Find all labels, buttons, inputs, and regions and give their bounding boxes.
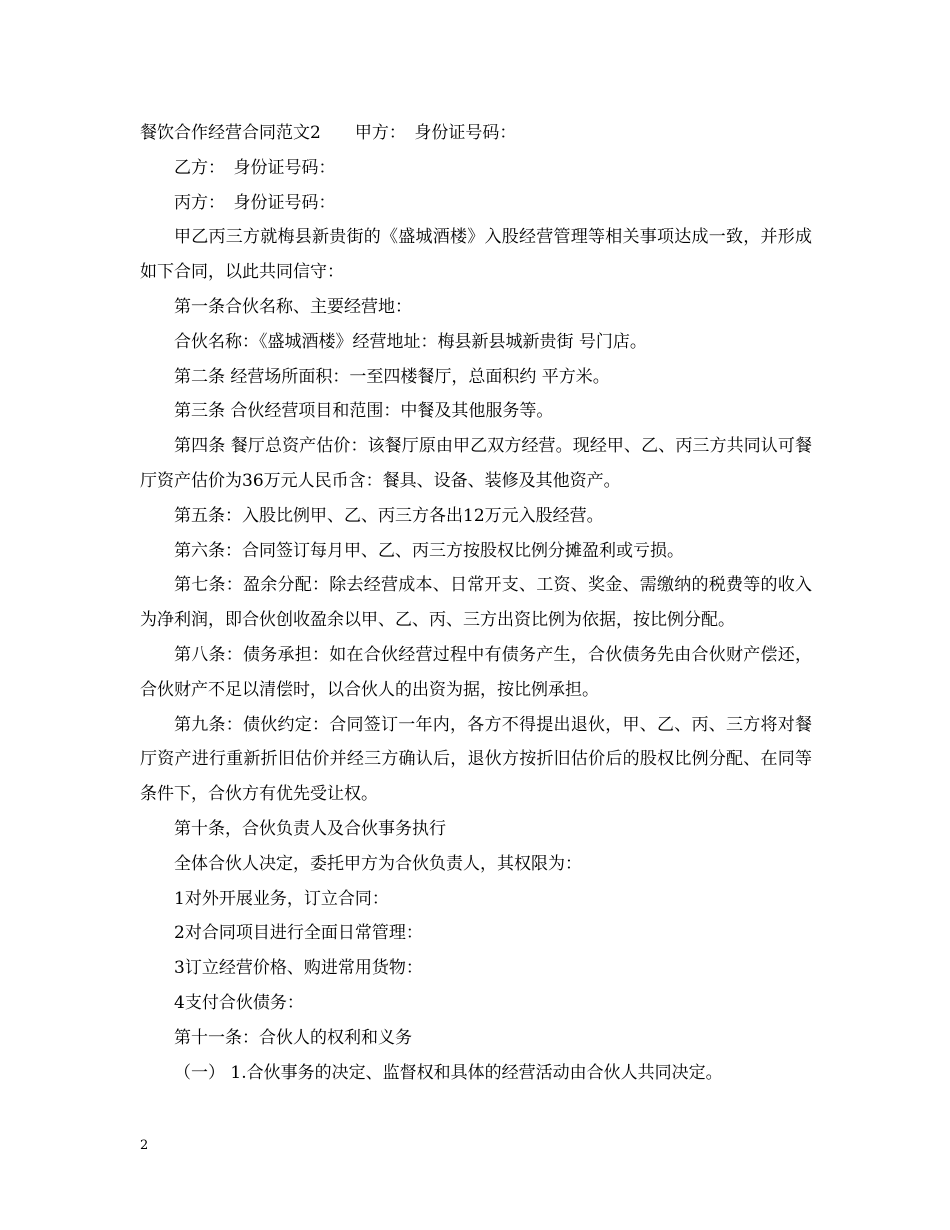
authority-item-3: 3订立经营价格、购进常用货物： bbox=[174, 958, 423, 979]
article-2-paragraph: 第二条 经营场所面积：一至四楼餐厅，总面积约 平方米。 bbox=[174, 366, 610, 387]
article-3-paragraph: 第三条 合伙经营项目和范围：中餐及其他服务等。 bbox=[174, 401, 554, 422]
article-9-paragraph: 第九条：债伙约定：合同签订一年内，各方不得提出退伙，甲、乙、丙、三方将对餐厅资产进行重新折旧估价并经三方确认后，退伙方按折旧估价后的股权比例分配、在同等条件下，合伙方有优先受让权。 bbox=[140, 714, 812, 805]
article-7-paragraph: 第七条：盈余分配：除去经营成本、日常开支、工资、奖金、需缴纳的税费等的收入为净利润，即合伙创收盈余以甲、乙、丙、三方出资比例为依据，按比例分配。 bbox=[140, 575, 812, 631]
article-6-paragraph: 第六条：合同签订每月甲、乙、丙三方按股权比例分摊盈利或亏损。 bbox=[174, 540, 684, 561]
article-1-content: 合伙名称：《盛城酒楼》经营地址：梅县新县城新贵街 号门店。 bbox=[174, 331, 647, 352]
article-4-paragraph: 第四条 餐厅总资产估价：该餐厅原由甲乙双方经营。现经甲、乙、丙三方共同认可餐厅资产估价为36万元人民币含：餐具、设备、装修及其他资产。 bbox=[140, 436, 812, 491]
article-5-paragraph: 第五条：入股比例甲、乙、丙三方各出12万元入股经营。 bbox=[174, 505, 604, 526]
preamble-paragraph: 甲乙丙三方就梅县新贵街的《盛城酒楼》入股经营管理等相关事项达成一致，并形成如下合同，以此共同信守： bbox=[140, 227, 812, 283]
document-body bbox=[140, 116, 812, 1090]
article-11-item-1: （一） 1.合伙事务的决定、监督权和具体的经营活动由合伙人共同决定。 bbox=[174, 1062, 723, 1083]
article-10-heading: 第十条，合伙负责人及合伙事务执行 bbox=[174, 818, 446, 839]
article-1-heading: 第一条合伙名称、主要经营地： bbox=[174, 296, 412, 317]
article-10-intro: 全体合伙人决定，委托甲方为合伙负责人，其权限为： bbox=[174, 853, 582, 874]
party-c-line: 丙方： 身份证号码： bbox=[174, 192, 336, 213]
party-b-line: 乙方： 身份证号码： bbox=[174, 157, 336, 178]
authority-item-4: 4支付合伙债务： bbox=[174, 992, 304, 1013]
page-number: 2 bbox=[140, 1138, 149, 1153]
authority-item-1: 1对外开展业务，订立合同： bbox=[174, 888, 389, 909]
article-8-paragraph: 第八条：债务承担：如在合伙经营过程中有债务产生，合伙债务先由合伙财产偿还，合伙财产不足以清偿时，以合伙人的出资为据，按比例承担。 bbox=[140, 644, 812, 700]
article-11-heading: 第十一条：合伙人的权利和义务 bbox=[174, 1027, 412, 1048]
authority-item-2: 2对合同项目进行全面日常管理： bbox=[174, 923, 423, 944]
document-title-line: 餐饮合作经营合同范文2 甲方： 身份证号码： bbox=[140, 123, 517, 143]
